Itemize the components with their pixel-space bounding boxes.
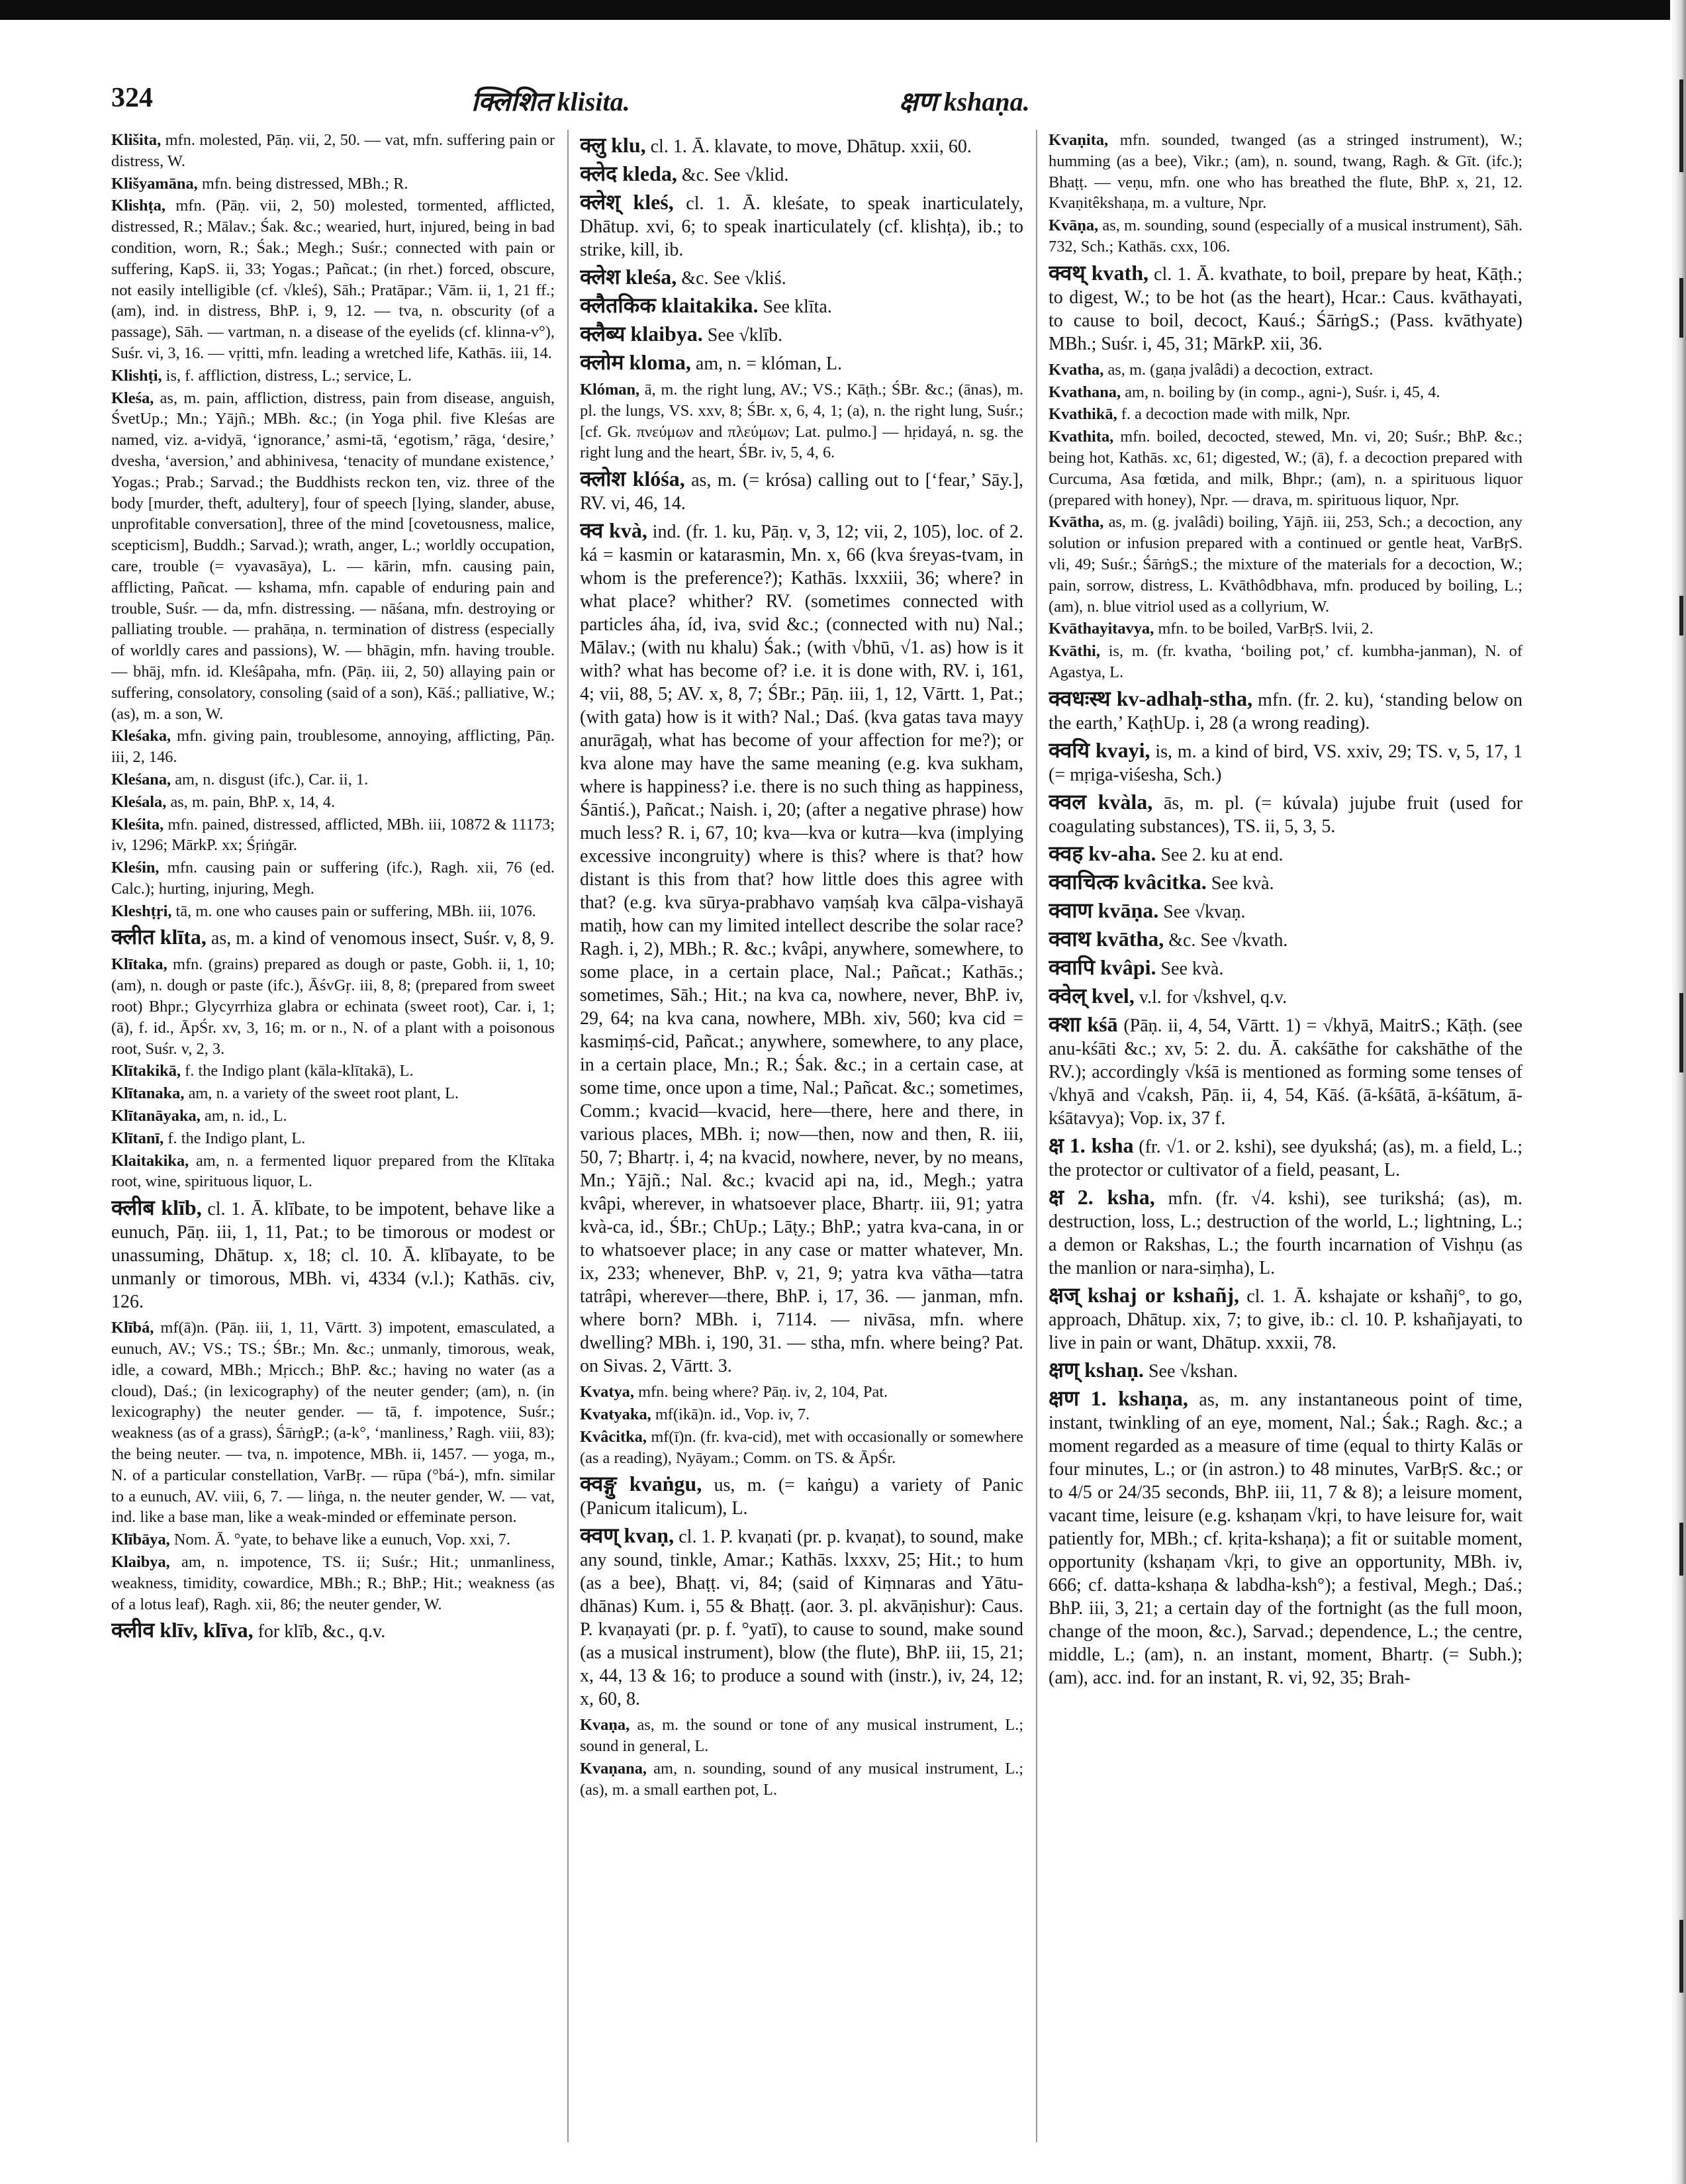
dictionary-entry xyxy=(1049,404,1522,425)
entry-headword: क्वाचित्क kvâcitka. xyxy=(1049,869,1207,894)
column-3 xyxy=(1049,130,1522,2156)
dictionary-entry xyxy=(111,1196,555,1313)
entry-headword: Kleśita, xyxy=(111,815,164,833)
entry-headword: Kvathikā, xyxy=(1049,405,1117,424)
dictionary-entry xyxy=(1049,130,1522,214)
entry-definition: See klīta. xyxy=(758,297,832,317)
entry-definition: mfn. giving pain, troublesome, annoying, afflicting, Pāṇ. iii, 2, 146. xyxy=(111,727,555,767)
dictionary-entry xyxy=(580,294,1023,318)
dictionary-entry xyxy=(111,1317,555,1528)
entry-definition: ā, m. the right lung, AV.; VS.; Kāṭh.; ŚBr. &c.; (ānas), m. pl. the lungs, VS. xxv, 8; ŚBr. x, 6, 4, 1; (a), n. the right lung, Suśr.; [cf. Gk. πνεύμων and πλεύμων; Lat. pulmo.] — hṛidayá, n. sg. the right lung and the heart, ŚBr. iv, 5, 4, 6. xyxy=(580,381,1023,462)
dictionary-entry xyxy=(111,1061,555,1082)
dictionary-entry xyxy=(111,1529,555,1550)
dictionary-entry xyxy=(1049,1284,1522,1354)
entry-definition: am, n. sounding, sound of any musical instrument, L.; (as), m. a small earthen pot, L. xyxy=(580,1759,1023,1799)
entry-definition: mfn. pained, distressed, afflicted, MBh. iii, 10872 & 11173; iv, 1296; MārkP. xx; Śṛiṅgār. xyxy=(111,815,555,855)
entry-headword: क्लु klu, xyxy=(580,133,646,157)
page-header xyxy=(111,82,1528,122)
entry-definition: as, m. a kind of venomous insect, Suśr. v, 8, 9. xyxy=(206,928,555,949)
spine-mark xyxy=(1679,1920,1683,1993)
entry-headword: Klishṭa, xyxy=(111,197,165,215)
dictionary-entry xyxy=(580,1404,1023,1425)
dictionary-entry xyxy=(1049,1186,1522,1280)
entry-headword: क्लीब klīb, xyxy=(111,1196,202,1220)
entry-headword: Kvaṇita, xyxy=(1049,131,1109,149)
entry-definition: See 2. ku at end. xyxy=(1156,844,1284,865)
entry-headword: Kleshṭṛi, xyxy=(111,902,172,920)
entry-headword: क्लैतकिक klaitakika. xyxy=(580,293,759,317)
entry-headword: Klišita, xyxy=(111,131,162,149)
entry-definition: is, f. affliction, distress, L.; service, L. xyxy=(162,366,412,385)
entry-definition: f. the Indigo plant, L. xyxy=(164,1129,306,1147)
dictionary-entry xyxy=(580,1524,1023,1711)
dictionary-entry xyxy=(111,1083,555,1104)
dictionary-entry xyxy=(580,379,1023,463)
entry-definition: as, m. any instantaneous point of time, instant, twinkling of an eye, moment, Nal.; Śak.; Ragh. &c.; a moment regarded as a measure of time (equal to thirty Kalās or four minutes, L.; or (in astron.) to 48 minutes, VarBṛS. &c.; or to 4/5 or 24/35 seconds, BhP. iii, 11, 7 & 8); a leisure moment, vacant time, leisure (e.g. kshaṇam √kṛi, to have leisure for, wait patiently for, MBh.; cf. kṛita-kshaṇa); a fit or suitable moment, opportunity (kshaṇam √kṛi, to give an opportunity, MBh. iv, 666; cf. datta-kshaṇa & labdha-ksh°); a festival, Megh.; Daś.; BhP. iii, 3, 21; a certain day of the fortnight (as the full moon, change of the moon, &c.), Sarvad.; dependence, L.; the centre, middle, L.; (am), n. an instant, moment, Bhartṛ. (= Subh.); (am), acc. ind. for an instant, R. vi, 92, 35; Brah- xyxy=(1049,1389,1522,1688)
column-rule xyxy=(1036,130,1037,2142)
entry-headword: Kleśana, xyxy=(111,770,171,788)
entry-definition: f. the Indigo plant (kāla-klītakā), L. xyxy=(181,1062,414,1080)
dictionary-entry xyxy=(1049,927,1522,952)
entry-definition: mf(ā)n. (Pāṇ. iii, 1, 11, Vārtt. 3) impotent, emasculated, a eunuch, AV.; VS.; TS.; ŚBr.; Mn. &c.; unmanly, timorous, weak, idle, a coward, MBh.; Mṛicch.; BhP. &c.; having no water (as a cloud), Daś.; (in lexicography) of the neuter gender; (am), n. (in lexicography) the neuter gender. — tā, f. impotence, Suśr.; weakness (as of a grass), ŚārṅgP.; (a-k°, ‘manliness,’ Ragh. viii, 83); the being neuter. — tva, n. impotence, MBh. ii, 1457. — yoga, m., N. of a particular constellation, VarBṛ. — rūpa (°bá-), mfn. similar to a eunuch, AV. viii, 6, 7. — liṅga, n. the neuter gender, W. — vat, ind. like a base man, like a weak-minded or effeminate person. xyxy=(111,1319,555,1527)
spine-mark xyxy=(1679,79,1683,172)
dictionary-entry xyxy=(1049,1134,1522,1182)
entry-headword: क्षण् kshaṇ. xyxy=(1049,1357,1144,1382)
dictionary-entry xyxy=(580,1427,1023,1469)
entry-definition: am, n. id., L. xyxy=(200,1107,287,1125)
entry-definition: am, n. disgust (ifc.), Car. ii, 1. xyxy=(171,770,369,788)
dictionary-entry xyxy=(111,1106,555,1127)
scan-top-border xyxy=(0,0,1686,20)
dictionary-entry xyxy=(580,1758,1023,1801)
entry-headword: क्ष 1. ksha xyxy=(1049,1133,1134,1157)
entry-definition: am, n. = klóman, L. xyxy=(690,354,842,374)
entry-definition: am, n. a fermented liquor prepared from the Klītaka root, wine, spirituous liquor, L. xyxy=(111,1151,555,1191)
dictionary-entry xyxy=(1049,618,1522,640)
left-running-head: क्लिशित klisita. xyxy=(471,87,630,117)
entry-definition: am, n. impotence, TS. ii; Suśr.; Hit.; unmanliness, weakness, timidity, cowardice, MBh.; R.; BhP.; Hit.; weakness (as of a lotus leaf), Ragh. xii, 86; the neuter gender, W. xyxy=(111,1553,555,1613)
entry-definition: &c. See √klid. xyxy=(677,165,789,185)
dictionary-entry xyxy=(111,1552,555,1615)
entry-headword: Kvathana, xyxy=(1049,383,1121,401)
entry-definition: as, m. (gaṇa jvalâdi) a decoction, extract. xyxy=(1103,360,1374,379)
entry-headword: Klītanāyaka, xyxy=(111,1107,201,1125)
dictionary-entry xyxy=(1049,215,1522,258)
entry-headword: क्लेश् kleś, xyxy=(580,190,674,214)
right-running-head: क्षण kshaṇa. xyxy=(899,87,1030,117)
entry-definition: as, m. pain, BhP. x, 14, 4. xyxy=(166,792,336,811)
entry-definition: mfn. being distressed, MBh.; R. xyxy=(197,174,408,193)
entry-headword: Kvatha, xyxy=(1049,360,1104,379)
entry-definition: (Pāṇ. ii, 4, 54, Vārtt. 1) = √khyā, MaitrS.; Kāṭh. (see anu-kśāti &c.; xv, 5: 2. du. Ā. cakśāthe for cakshāthe of the RV.); accordingly √kśā is mentioned as forming some tenses of √khyā and √caksh, Pāṇ. ii, 4, 54, Kāś. (ā-kśātā, ā-kśātum, ā-kśātavya); Vop. ix, 37 f. xyxy=(1049,1015,1522,1129)
entry-definition: cl. 1. Ā. kshajate or kshañj°, to go, approach, Dhātup. xix, 7; to give, ib.: cl. 10. P. kshañjayati, to live in pain or want, Dhātup. xxxii, 78. xyxy=(1049,1286,1522,1353)
entry-definition: mfn. (fr. 2. ku), ‘standing below on the earth,’ KaṭhUp. i, 28 (a wrong reading). xyxy=(1049,689,1522,734)
entry-definition: (fr. √1. or 2. kshi), see dyukshá; (as), m. a field, L.; the protector or cultivator of a field, peasant, L. xyxy=(1049,1136,1522,1180)
spine-mark xyxy=(1679,278,1683,338)
spine-mark xyxy=(1679,596,1683,636)
entry-definition: Nom. Ā. °yate, to behave like a eunuch, Vop. xxi, 7. xyxy=(169,1531,510,1549)
entry-headword: Kvatyaka, xyxy=(580,1405,651,1423)
entry-headword: Kvaṇa, xyxy=(580,1716,630,1734)
entry-definition: am, n. a variety of the sweet root plant, L. xyxy=(184,1084,459,1103)
dictionary-entry xyxy=(1049,1013,1522,1130)
dictionary-entry xyxy=(580,1715,1023,1757)
dictionary-entry xyxy=(1049,426,1522,510)
entry-definition: v.l. for √kshvel, q.v. xyxy=(1134,986,1288,1008)
entry-headword: Kleśala, xyxy=(111,792,167,811)
entry-definition: is, m. (fr. kvatha, ‘boiling pot,’ cf. kumbha-janman), N. of Agastya, L. xyxy=(1049,642,1522,681)
entry-headword: Kvāṇa, xyxy=(1049,216,1099,235)
entry-definition: am, n. boiling by (in comp., agni-), Suśr. i, 45, 4. xyxy=(1121,383,1440,401)
entry-headword: Kvâcitka, xyxy=(580,1427,647,1446)
dictionary-entry xyxy=(1049,1358,1522,1383)
entry-definition: as, m. pain, affliction, distress, pain from disease, anguish, ŚvetUp.; Mn.; Yājñ.; MBh. &c.; (in Yoga phil. five Kleśas are named, viz. a-vidyā, ‘ignorance,’ asmi-tā, ‘egotism,’ rāga, ‘desire,’ dvesha, ‘aversion,’ and abhinivesa, ‘tenacity of mundane existence,’ Yogas.; Prab.; Sarvad.; the Buddhists reckon ten, viz. three of the body [murder, theft, adultery], four of speech [lying, slander, abuse, unprofitable conversation], three of the mind [covetousness, malice, scepticism], Buddh.; Sarvad.); wrath, anger, L.; worldly occupation, care, trouble (= vyavasāya), L. — kārin, mfn. causing pain, afflicting, Pañcat. — kshama, mfn. capable of enduring pain and trouble, Suśr. — da, mfn. distressing. — nāśana, mfn. destroying or palliating trouble. — prahāṇa, n. termination of distress (especially of worldly cares and passions), W. — bhāgin, mfn. having trouble. — bhāj, mfn. id. Kleśâpaha, mfn. (Pāṇ. iii, 2, 50) allaying pain or suffering, consolatory, consoling (said of a son), Kāś.; palliative, W.; (as), m. a son, W. xyxy=(111,389,555,723)
dictionary-entry xyxy=(111,1619,555,1643)
dictionary-entry xyxy=(111,857,555,900)
entry-headword: Klībá, xyxy=(111,1319,154,1337)
dictionary-entry xyxy=(111,769,555,790)
entry-headword: क्वाण kvāṇa. xyxy=(1049,898,1159,922)
dictionary-entry xyxy=(1049,842,1522,867)
entry-definition: See √kvaṇ. xyxy=(1158,901,1246,922)
entry-headword: Kvatya, xyxy=(580,1383,634,1401)
dictionary-entry xyxy=(111,365,555,387)
book-spine-edge xyxy=(1670,0,1686,2184)
entry-definition: mfn. (fr. √4. kshi), see turikshá; (as), m. destruction, loss, L.; destruction of the world, L.; lightning, L.; a demon or Rakshas, L.; the fourth incarnation of Vishṇu (as the manlion or nara-siṃha), L. xyxy=(1049,1188,1522,1278)
entry-headword: क्शा kśā xyxy=(1049,1012,1118,1036)
entry-definition: mfn. causing pain or suffering (ifc.), Ragh. xii, 76 (ed. Calc.); hurting, injuring, Megh. xyxy=(111,859,555,898)
entry-definition: cl. 1. Ā. klavate, to move, Dhātup. xxii, 60. xyxy=(645,136,972,157)
dictionary-entry xyxy=(580,1382,1023,1403)
entry-definition: as, m. (= krósa) calling out to [‘fear,’ Sāy.], RV. vi, 46, 14. xyxy=(580,470,1023,514)
dictionary-entry xyxy=(1049,790,1522,838)
dictionary-entry xyxy=(580,519,1023,1378)
entry-headword: Klītanī, xyxy=(111,1129,164,1147)
entry-definition: as, m. (g. jvalâdi) boiling, Yājñ. iii, 253, Sch.; a decoction, any solution or infusion prepared with a continued or gentle heat, VarBṛS. vli, 49; Suśr.; ŚārṅgS.; the mixture of the materials for a decoction, W.; pain, sorrow, distress, L. Kvāthôdbhava, mfn. produced by boiling, L.; (am), n. blue vitriol used as a collyrium, W. xyxy=(1049,513,1522,616)
entry-definition: cl. 1. P. kvaṇati (pr. p. kvaṇat), to sound, make any sound, tinkle, Amar.; Kathās. lxxxv, 25; Hit.; to hum (as a bee), Bhaṭṭ. vi, 84; (said of Kiṃnaras and Yātu-dhānas) Kum. i, 55 & Bhaṭṭ. (aor. 3. pl. akvāṇishur): Caus. P. kvaṇayati (pr. p. f. °yatī), to cause to sound, make sound (as a musical instrument), blow (the flute), BhP. iii, 15, 21; x, 44, 13 & 16; to produce a sound with (instr.), iv, 24, 12; x, 60, 8. xyxy=(580,1527,1023,1710)
dictionary-entry xyxy=(111,1151,555,1193)
entry-headword: Klishṭi, xyxy=(111,366,162,385)
column-2 xyxy=(580,130,1023,2156)
entry-definition: ās, m. pl. (= kúvala) jujube fruit (used for coagulating substances), TS. ii, 5, 3, 5. xyxy=(1049,792,1522,837)
entry-definition: mfn. (grains) prepared as dough or paste, Gobh. ii, 1, 10; (am), n. dough or paste (ifc.), ĀśvGṛ. iii, 8, 8; (prepared from sweet root) Bhpr.; Glycyrrhiza glabra or echinata (sweet root), Car. i, 1; (ā), f. id., ĀpŚr. xv, 3, 16; m. or n., N. of a plant with a poisonous root, Suśr. v, 2, 3. xyxy=(111,955,555,1058)
entry-headword: Kleśa, xyxy=(111,389,154,407)
dictionary-entry xyxy=(111,901,555,922)
entry-headword: Klaitakika, xyxy=(111,1151,189,1170)
dictionary-entry xyxy=(111,814,555,857)
entry-definition: ind. (fr. 1. ku, Pāṇ. v, 3, 12; vii, 2, 105), loc. of 2. ká = kasmin or katarasmin, Mn. x, 66 (kva śreyas-tvam, in whom is the preference?); Kathās. lxxxiii, 36; where? in what place? whither? RV. (sometimes connected with particles áha, íd, iva, svid &c.; (connected with nu) Nal.; Mālav.; (with nu khalu) Śak.; (with √bhū, √1. as) how is it with? what has become of? i.e. it is done with, RV. i, 161, 4; vii, 88, 5; AV. x, 8, 7; ŚBr.; Pāṇ. iii, 1, 12, Vārtt. 1, Pat.; (with gata) how is it with? Nal.; Daś. (kva gatas tava mayy anurāgaḥ, what has become of your affection for me?); or kva alone may have the same meaning (e.g. kva sukham, where is happiness? i.e. there is no such thing as happiness, Śāntiś.), Pañcat.; Naish. i, 20; (after a negative phrase) how much less? R. i, 67, 10; kva—kva or kutra—kva (implying excessive incongruity) where is this? where is that? how distant is this from that? how little does this agree with that? (e.g. kva sūrya-prabhavo vaṃśaḥ kva cālpa-vishayā matiḥ, how can my limited intellect describe the solar race? Ragh. i, 2), MBh.; R. &c.; kvâpi, anywhere, somewhere, to some place, in a certain place, Nal.; Pañcat.; Kathās.; sometimes, Sāh.; Hit.; na kva ca, nowhere, never, BhP. iv, 29, 64; na kva cana, nowhere, MBh. xiv, 560; kva cid = kasmiṃś-cid, Pañcat.; anywhere, somewhere, to any place, in a certain place, Mn.; R.; Śak. &c.; in a certain case, at some time, once upon a time, Nal.; Pañcat. &c.; sometimes, Comm.; kvacid—kvacid, here—there, here and there, in various places, MBh. i; now—then, now and then, R. iii, 50, 7; Bhartṛ. i, 4; na kvacid, nowhere, never, by no means, Mn.; Yājñ.; Nal. &c.; kvacid api na, id., Megh.; yatra kvâpi, wherever, in whatsoever place, Bhartṛ. iii, 91; yatra kvà-ca, id., ŚBr.; ChUp.; Lāṭy.; BhP.; yatra kva-cana, in or to whatsoever place; in any case or matter whatever, Mn. ix, 233; whenever, BhP. v, 21, 9; yatra kva vātha—tatra tatrâpi, wherever—there, BhP. i, 17, 36. — janman, mfn. where born? MBh. i, 7114. — nivāsa, mfn. where dwelling? MBh. i, 190, 31. — stha, mfn. where being? Pat. on Sivas. 2, Vārtt. 3. xyxy=(580,522,1023,1377)
entry-headword: क्वयि kvayi, xyxy=(1049,737,1150,762)
entry-headword: क्लोश klóśa, xyxy=(580,467,685,491)
entry-definition: See kvà. xyxy=(1206,873,1274,894)
entry-headword: Klītakikā, xyxy=(111,1062,181,1080)
dictionary-entry xyxy=(111,173,555,195)
entry-definition: cl. 1. Ā. klībate, to be impotent, behave like a eunuch, Pāṇ. iii, 1, 11, Pat.; to be timorous or modest or unassuming, Dhātup. x, 18; cl. 10. Ā. klībayate, to be unmanly or timorous, MBh. vi, 4334 (v.l.); Kathās. civ, 126. xyxy=(111,1199,555,1313)
dictionary-entry xyxy=(580,162,1023,187)
entry-headword: Klītanaka, xyxy=(111,1084,185,1103)
page-number: 324 xyxy=(111,83,153,113)
dictionary-entry xyxy=(111,926,555,950)
entry-definition: mfn. (Pāṇ. vii, 2, 50) molested, tormented, afflicted, distressed, R.; Mālav.; Śak. &c.; wearied, hurt, injured, being in bad condition, worn, R.; Śak.; Megh.; Suśr.; connected with pain or suffering, KapS. ii, 33; Yogas.; Pañcat.; (in rhet.) forced, obscure, not easily intelligible (cf. √kleś), Sāh.; Pratāpar.; Vām. ii, 1, 21 ff.; (am), ind. in distress, BhP. i, 9, 12. — tva, n. obscurity (of a passage), Sāh. — vartman, n. a disease of the eyelids (cf. klinna-v°), Suśr. vi, 3, 16. — vṛitti, mfn. leading a wretched life, Kathās. iii, 14. xyxy=(111,197,555,362)
entry-headword: Klóman, xyxy=(580,381,640,399)
entry-definition: mfn. sounded, twanged (as a stringed instrument), W.; humming (as a bee), Vikr.; (am), n. sound, twang, Ragh. & Gīt. (ifc.); Bhaṭṭ. — veṇu, mfn. one who has breathed the flute, BhP. x, 21, 12. Kvaṇitêkshaṇa, m. a vulture, Npr. xyxy=(1049,131,1522,213)
dictionary-entry xyxy=(580,1472,1023,1520)
entry-definition: See √kshan. xyxy=(1143,1360,1239,1382)
entry-definition: mf(ikā)n. id., Vop. iv, 7. xyxy=(651,1405,810,1423)
entry-headword: Kvātha, xyxy=(1049,513,1104,532)
dictionary-entry xyxy=(580,191,1023,261)
entry-headword: Klišyamāna, xyxy=(111,174,198,193)
entry-definition: f. a decoction made with milk, Npr. xyxy=(1117,405,1350,424)
entry-headword: क्व kvà, xyxy=(580,518,647,543)
dictionary-entry xyxy=(1049,871,1522,895)
dictionary-entry xyxy=(580,265,1023,290)
entry-definition: cl. 1. Ā. kvathate, to boil, prepare by heat, Kāṭh.; to digest, W.; to be hot (as the heart), Hcar.: Caus. kvāthayati, to cause to boil, decoct, Kauś.; ŚārṅgS.; (Pass. kvāthyate) MBh.; Suśr. i, 45, 31; MārkP. xii, 36. xyxy=(1049,263,1522,354)
dictionary-entry xyxy=(111,954,555,1059)
dictionary-entry xyxy=(111,726,555,768)
entry-definition: cl. 1. Ā. kleśate, to speak inarticulately, Dhātup. xvi, 6; to speak inarticulately (cf. klishṭa), ib.; to strike, kill, ib. xyxy=(580,193,1023,260)
dictionary-entry xyxy=(1049,984,1522,1009)
entry-headword: क्लीव klīv, klīva, xyxy=(111,1618,254,1642)
entry-headword: क्लेश kleśa, xyxy=(580,265,677,289)
dictionary-columns xyxy=(111,130,1528,2156)
entry-definition: mfn. boiled, decocted, stewed, Mn. vi, 20; Suśr.; BhP. &c.; being hot, Kathās. xc, 61; digested, W.; (ā), f. a decoction prepared with Curcuma, Asa fœtida, and milk, Bhpr.; (am), n. a spirituous liquor (prepared with honey), Npr. — drava, m. spirituous liquor, Npr. xyxy=(1049,428,1522,509)
entry-headword: Klībāya, xyxy=(111,1531,170,1549)
entry-headword: Kvāthayitavya, xyxy=(1049,620,1154,638)
dictionary-entry xyxy=(1049,512,1522,617)
dictionary-entry xyxy=(1049,1387,1522,1689)
spine-mark xyxy=(1679,1523,1683,1576)
entry-headword: क्षज् kshaj or kshañj, xyxy=(1049,1282,1240,1307)
entry-headword: क्लेद kleda, xyxy=(580,162,677,185)
entry-definition: us, m. (= kaṅgu) a variety of Panic (Panicum italicum), L. xyxy=(580,1475,1023,1519)
dictionary-entry xyxy=(580,467,1023,515)
entry-headword: क्वाथ kvātha, xyxy=(1049,926,1164,951)
entry-headword: क्लोम kloma, xyxy=(580,350,691,374)
dictionary-entry xyxy=(111,195,555,363)
entry-definition: tā, m. one who causes pain or suffering, MBh. iii, 1076. xyxy=(171,902,536,920)
dictionary-entry xyxy=(1049,382,1522,403)
entry-definition: &c. See √kliś. xyxy=(677,268,786,289)
dictionary-entry xyxy=(1049,739,1522,786)
column-rule xyxy=(567,130,569,2142)
entry-definition: as, m. the sound or tone of any musical instrument, L.; sound in general, L. xyxy=(580,1716,1023,1756)
entry-headword: क्लैब्य klaibya. xyxy=(580,322,703,346)
entry-headword: Kleśin, xyxy=(111,859,160,877)
entry-headword: Kleśaka, xyxy=(111,727,171,745)
dictionary-entry xyxy=(580,351,1023,375)
entry-headword: क्षण 1. kshaṇa, xyxy=(1049,1386,1188,1410)
dictionary-entry xyxy=(1049,641,1522,683)
entry-definition: as, m. sounding, sound (especially of a musical instrument), Sāh. 732, Sch.; Kathās. cxx, 106. xyxy=(1049,216,1522,256)
dictionary-entry xyxy=(111,792,555,813)
dictionary-entry xyxy=(111,1128,555,1149)
entry-definition: for klīb, &c., q.v. xyxy=(253,1621,386,1642)
entry-headword: क्वेल् kvel, xyxy=(1049,983,1135,1008)
entry-definition: See kvà. xyxy=(1156,958,1224,979)
entry-headword: क्वधःस्थ kv-adhaḥ-stha, xyxy=(1049,686,1253,710)
dictionary-entry xyxy=(1049,359,1522,381)
dictionary-entry xyxy=(1049,261,1522,356)
entry-definition: See √klīb. xyxy=(702,325,783,346)
entry-headword: क्वल kvàla, xyxy=(1049,789,1153,814)
entry-definition: &c. See √kvath. xyxy=(1164,929,1288,951)
dictionary-entry xyxy=(580,134,1023,158)
entry-headword: Klītaka, xyxy=(111,955,167,974)
entry-definition: is, m. a kind of bird, VS. xxiv, 29; TS. v, 5, 17, 1 (= mṛiga-viśesha, Sch.) xyxy=(1049,741,1522,785)
entry-headword: क्वङ्गु kvaṅgu, xyxy=(580,1472,702,1496)
dictionary-entry xyxy=(1049,956,1522,980)
entry-headword: क्वथ् kvath, xyxy=(1049,260,1148,285)
entry-headword: क्ष 2. ksha, xyxy=(1049,1184,1155,1209)
entry-headword: Klaibya, xyxy=(111,1553,170,1572)
entry-definition: mfn. to be boiled, VarBṛS. lvii, 2. xyxy=(1154,620,1374,638)
dictionary-entry xyxy=(111,388,555,725)
entry-headword: क्लीत klīta, xyxy=(111,925,207,949)
dictionary-entry xyxy=(580,322,1023,347)
dictionary-entry xyxy=(1049,687,1522,735)
entry-headword: Kvathita, xyxy=(1049,428,1114,446)
spine-mark xyxy=(1679,993,1683,1072)
entry-headword: क्वापि kvâpi. xyxy=(1049,955,1156,979)
entry-headword: क्वह kv-aha. xyxy=(1049,841,1156,865)
dictionary-entry xyxy=(1049,899,1522,924)
column-1 xyxy=(111,130,555,2156)
entry-headword: Kvāthi, xyxy=(1049,642,1100,661)
dictionary-entry xyxy=(111,130,555,172)
entry-definition: mfn. molested, Pāṇ. vii, 2, 50. — vat, mfn. suffering pain or distress, W. xyxy=(111,131,555,170)
entry-definition: mf(ī)n. (fr. kva-cid), met with occasionally or somewhere (as a reading), Nyāyam.; Comm. on TS. & ĀpŚr. xyxy=(580,1427,1023,1467)
entry-definition: mfn. being where? Pāṇ. iv, 2, 104, Pat. xyxy=(633,1383,888,1401)
entry-headword: क्वण् kvaṇ, xyxy=(580,1523,675,1548)
entry-headword: Kvaṇana, xyxy=(580,1759,647,1778)
